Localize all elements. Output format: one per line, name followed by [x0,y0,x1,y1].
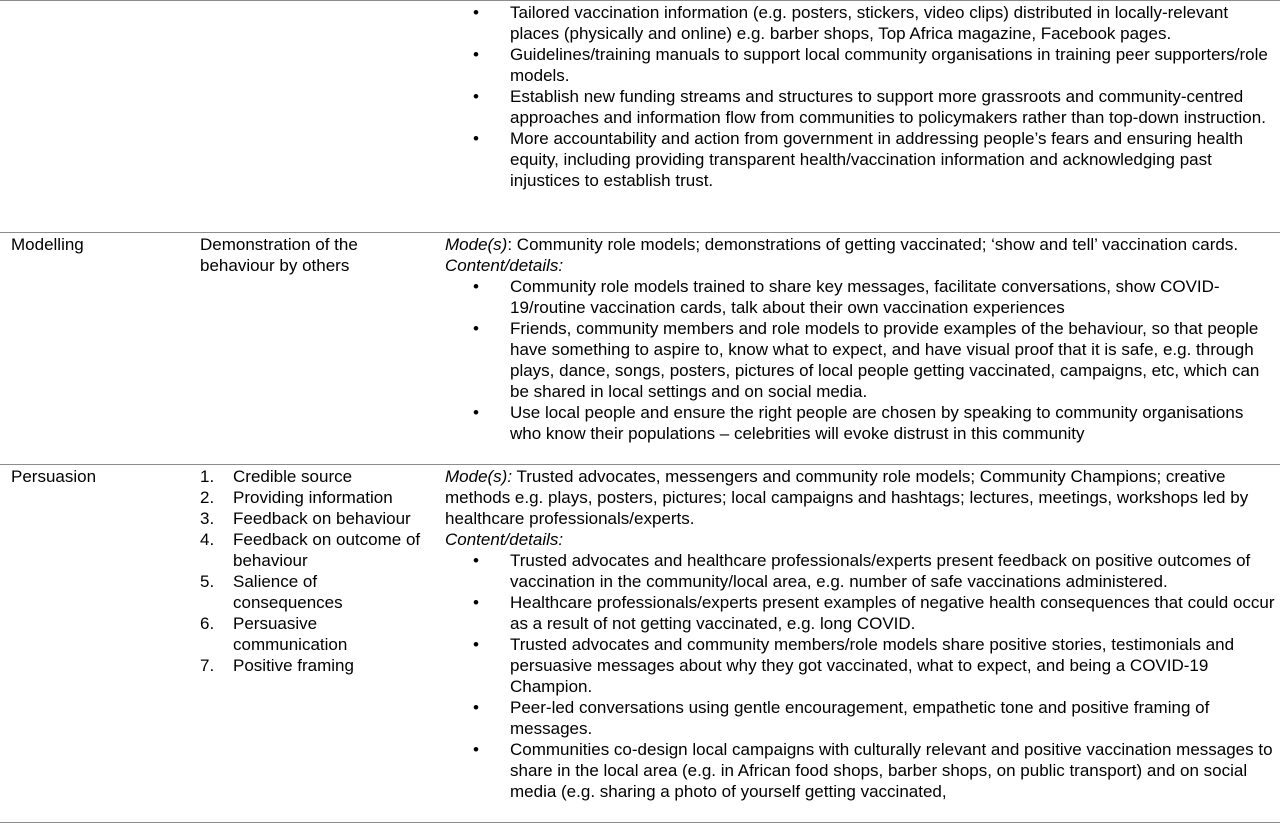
technique-text: Feedback on behaviour [233,509,411,528]
list-item-text: More accountability and action from government in addressing people’s fears and ensuring health equity, including providing transparent health/vaccination information and acknowledging past injustices to establish trust. [510,129,1244,190]
bullet-icon: • [473,87,479,106]
technique-number: 1. [200,467,215,486]
technique-number: 6. [200,614,215,633]
technique-number: 5. [200,572,215,591]
bullet-icon: • [473,277,479,296]
content-label: Content/details: [445,530,564,549]
list-item-text: Communities co-design local campaigns with culturally relevant and positive vaccination messages to share in the local area (e.g. in African food shops, barber shops, on public transport) and on social media (e.g. sharing a photo of yourself getting vaccinated, [510,740,1273,801]
list-item-text: Friends, community members and role models to provide examples of the behaviour, so that people have something to aspire to, know what to expect, and have visual proof that it is safe, e.g. through plays, dance, songs, posters, pictures of local people getting vaccinated, campaigns, etc, which can be shared in local settings and on social media. [510,319,1260,401]
technique-text: Credible source [233,467,353,486]
list-item [445,128,1275,191]
row-content-persuasion [445,466,1275,802]
bullet-icon: • [473,129,479,148]
bullet-icon: • [473,551,479,570]
bullet-icon: • [473,698,479,717]
mode-line [445,234,1275,255]
bullet-icon: • [473,45,479,64]
list-item-text: Guidelines/training manuals to support local community organisations in training peer supporters/role models. [510,45,1268,85]
row-name-text: Modelling [11,235,84,254]
technique-number: 2. [200,488,215,507]
content-label: Content/details: [445,256,564,275]
list-item [445,86,1275,128]
technique-text: Feedback on outcome of behaviour [233,530,421,570]
table-bottom-border [0,822,1280,823]
list-item [445,592,1275,634]
row-content-modelling [445,234,1275,444]
row-description-text: Demonstration of the behaviour by others [200,235,358,275]
mode-text: Trusted advocates, messengers and community role models; Community Champions; creative methods e.g. plays, posters, pictures; local campaigns and hashtags; lectures, meetings, workshops led by healthcare professionals/experts. [445,467,1249,528]
technique-number: 3. [200,509,215,528]
row-name-persuasion [11,466,191,487]
row-divider [0,232,1280,233]
list-item [445,276,1275,318]
technique-item [200,655,435,676]
list-item-text: Peer-led conversations using gentle encouragement, empathetic tone and positive framing of messages. [510,698,1210,738]
technique-text: Persuasive communication [233,614,348,654]
mode-text: : Community role models; demonstrations of getting vaccinated; ‘show and tell’ vaccination cards. [507,235,1239,254]
list-item [445,318,1275,402]
row-name-text: Persuasion [11,467,97,486]
row-description-modelling [200,234,400,276]
list-item [445,402,1275,444]
bullet-icon: • [473,403,479,422]
technique-text: Providing information [233,488,393,507]
list-item [445,739,1275,802]
technique-item [200,466,435,487]
row-divider [0,464,1280,465]
list-item-text: Tailored vaccination information (e.g. posters, stickers, video clips) distributed in locally-relevant places (physically and online) e.g. barber shops, Top Africa magazine, Facebook pages. [510,3,1229,43]
technique-item [200,613,435,655]
list-item [445,634,1275,697]
list-item-text: Trusted advocates and healthcare professionals/experts present feedback on positive outcomes of vaccination in the community/local area, e.g. number of safe vaccinations administered. [510,551,1251,591]
table-top-border [0,0,1280,1]
mode-label: Mode(s) [445,235,508,254]
bullet-icon: • [473,635,479,654]
list-item [445,697,1275,739]
list-item-text: Healthcare professionals/experts present examples of negative health consequences that could occur as a result of not getting vaccinated, e.g. long COVID. [510,593,1275,633]
technique-item [200,529,435,571]
technique-list [200,466,435,676]
bullet-icon: • [473,3,479,22]
technique-item [200,508,435,529]
technique-number: 4. [200,530,215,549]
top-content-cell [445,2,1275,191]
list-item-text: Community role models trained to share key messages, facilitate conversations, show COVID-19/routine vaccination cards, talk about their own vaccination experiences [510,277,1220,317]
technique-text: Salience of consequences [233,572,343,612]
list-item [445,550,1275,592]
mode-line [445,466,1275,529]
technique-text: Positive framing [233,656,354,675]
bullet-icon: • [473,740,479,759]
list-item-text: Establish new funding streams and structures to support more grassroots and community-centred approaches and information flow from communities to policymakers rather than top-down instruction. [510,87,1266,127]
row-name-modelling [11,234,191,255]
technique-number: 7. [200,656,215,675]
mode-label: Mode(s): [445,467,513,486]
bullet-icon: • [473,319,479,338]
list-item-text: Use local people and ensure the right people are chosen by speaking to community organisations who know their populations – celebrities will evoke distrust in this community [510,403,1244,443]
technique-item [200,571,435,613]
list-item [445,44,1275,86]
bullet-icon: • [473,593,479,612]
list-item-text: Trusted advocates and community members/role models share positive stories, testimonials and persuasive messages about why they got vaccinated, what to expect, and being a COVID-19 Champion. [510,635,1235,696]
list-item [445,2,1275,44]
technique-item [200,487,435,508]
